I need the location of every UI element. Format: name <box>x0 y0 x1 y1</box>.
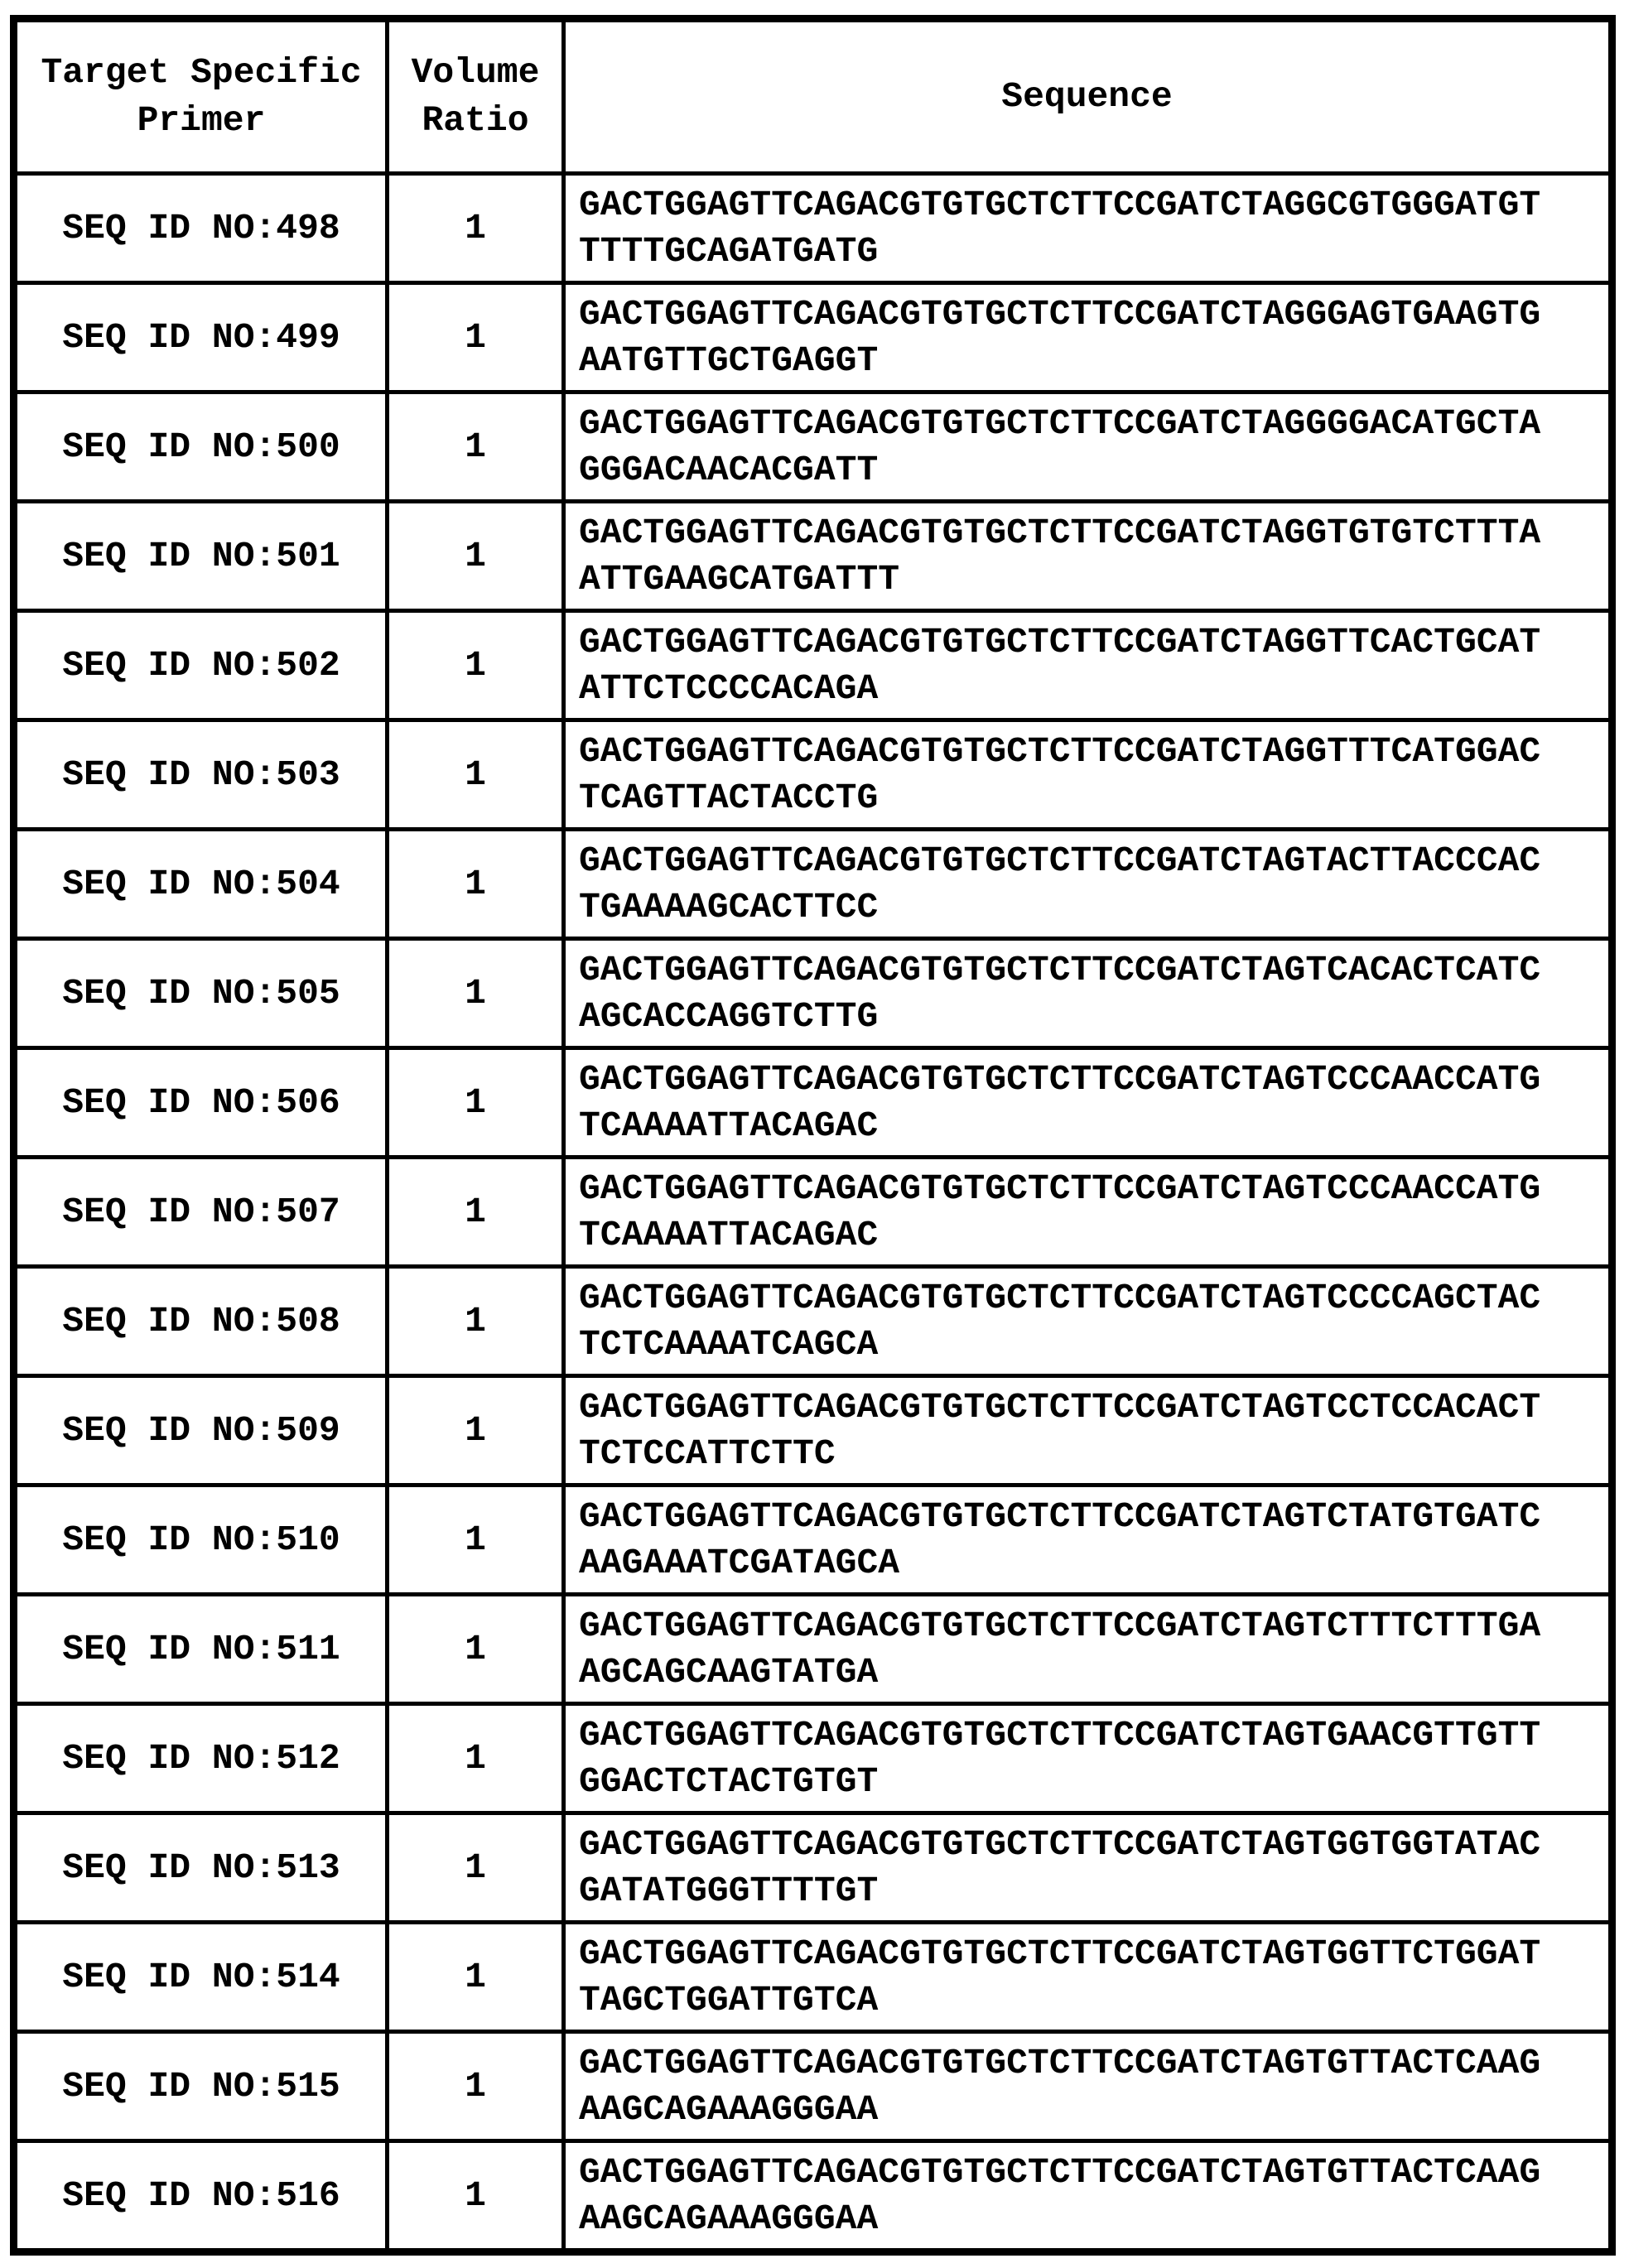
sequence-text: GACTGGAGTTCAGACGTGTGCTCTTCCGATCTAGTCCCAACCATGTCAAAATTACAGAC <box>579 1058 1541 1146</box>
table-row <box>14 1376 1612 1486</box>
table-body <box>14 174 1612 2252</box>
sequence-cell <box>564 830 1612 939</box>
table-row <box>14 1158 1612 1267</box>
table-row <box>14 1923 1612 2032</box>
volume-ratio-cell: 1 <box>388 283 564 392</box>
table-row <box>14 1048 1612 1158</box>
sequence-cell <box>564 502 1612 611</box>
seq-id-cell: SEQ ID NO:506 <box>14 1048 388 1158</box>
volume-ratio-cell: 1 <box>388 392 564 502</box>
sequence-cell <box>564 1376 1612 1486</box>
seq-id-cell: SEQ ID NO:513 <box>14 1813 388 1923</box>
header-sequence: Sequence <box>564 19 1612 174</box>
sequence-cell <box>564 174 1612 283</box>
sequence-cell <box>564 1158 1612 1267</box>
sequence-text: GACTGGAGTTCAGACGTGTGCTCTTCCGATCTAGTGTTACTCAAGAAGCAGAAAGGGAA <box>579 2151 1541 2239</box>
volume-ratio-cell: 1 <box>388 2032 564 2141</box>
table-row <box>14 174 1612 283</box>
sequence-text: GACTGGAGTTCAGACGTGTGCTCTTCCGATCTAGGCGTGGGATGTTTTTGCAGATGATG <box>579 184 1541 272</box>
sequence-text: GACTGGAGTTCAGACGTGTGCTCTTCCGATCTAGTCCCAACCATGTCAAAATTACAGAC <box>579 1168 1541 1255</box>
seq-id-cell: SEQ ID NO:504 <box>14 830 388 939</box>
table-row <box>14 1704 1612 1813</box>
table-row <box>14 939 1612 1048</box>
sequence-cell <box>564 283 1612 392</box>
sequence-cell <box>564 1267 1612 1376</box>
sequence-text: GACTGGAGTTCAGACGTGTGCTCTTCCGATCTAGGGGACATGCTAGGGACAACACGATT <box>579 402 1541 490</box>
seq-id-cell: SEQ ID NO:515 <box>14 2032 388 2141</box>
sequence-cell <box>564 1704 1612 1813</box>
sequence-text: GACTGGAGTTCAGACGTGTGCTCTTCCGATCTAGTCCTCCACACTTCTCCATTCTTC <box>579 1386 1541 1474</box>
header-target-specific-primer: Target Specific Primer <box>14 19 388 174</box>
volume-ratio-cell: 1 <box>388 1923 564 2032</box>
seq-id-cell: SEQ ID NO:500 <box>14 392 388 502</box>
table-row <box>14 2032 1612 2141</box>
sequence-cell <box>564 1486 1612 1595</box>
sequence-cell <box>564 939 1612 1048</box>
table-row <box>14 720 1612 830</box>
volume-ratio-cell: 1 <box>388 611 564 720</box>
seq-id-cell: SEQ ID NO:499 <box>14 283 388 392</box>
table-row <box>14 830 1612 939</box>
sequence-cell <box>564 1923 1612 2032</box>
volume-ratio-cell: 1 <box>388 830 564 939</box>
sequence-text: GACTGGAGTTCAGACGTGTGCTCTTCCGATCTAGGTTTCATGGACTCAGTTACTACCTG <box>579 730 1541 818</box>
table-row <box>14 2141 1612 2252</box>
sequence-text: GACTGGAGTTCAGACGTGTGCTCTTCCGATCTAGTGTTACTCAAGAAGCAGAAAGGGAA <box>579 2042 1541 2130</box>
seq-id-cell: SEQ ID NO:507 <box>14 1158 388 1267</box>
sequence-cell <box>564 1595 1612 1704</box>
volume-ratio-cell: 1 <box>388 1376 564 1486</box>
table-row <box>14 392 1612 502</box>
volume-ratio-cell: 1 <box>388 1595 564 1704</box>
sequence-text: GACTGGAGTTCAGACGTGTGCTCTTCCGATCTAGTACTTACCCACTGAAAAGCACTTCC <box>579 840 1541 927</box>
sequence-text: GACTGGAGTTCAGACGTGTGCTCTTCCGATCTAGGTGTGTCTTTAATTGAAGCATGATTT <box>579 512 1541 600</box>
table-row <box>14 1486 1612 1595</box>
table-row <box>14 611 1612 720</box>
volume-ratio-cell: 1 <box>388 502 564 611</box>
table-row <box>14 283 1612 392</box>
table-row <box>14 1267 1612 1376</box>
volume-ratio-cell: 1 <box>388 939 564 1048</box>
seq-id-cell: SEQ ID NO:516 <box>14 2141 388 2252</box>
seq-id-cell: SEQ ID NO:501 <box>14 502 388 611</box>
sequence-cell <box>564 1048 1612 1158</box>
volume-ratio-cell: 1 <box>388 1704 564 1813</box>
sequence-cell <box>564 2141 1612 2252</box>
seq-id-cell: SEQ ID NO:509 <box>14 1376 388 1486</box>
sequence-cell <box>564 392 1612 502</box>
sequence-text: GACTGGAGTTCAGACGTGTGCTCTTCCGATCTAGGGAGTGAAGTGAATGTTGCTGAGGT <box>579 293 1541 381</box>
table-row <box>14 502 1612 611</box>
sequence-cell <box>564 720 1612 830</box>
volume-ratio-cell: 1 <box>388 174 564 283</box>
table-row <box>14 1595 1612 1704</box>
seq-id-cell: SEQ ID NO:511 <box>14 1595 388 1704</box>
volume-ratio-cell: 1 <box>388 1158 564 1267</box>
sequence-text: GACTGGAGTTCAGACGTGTGCTCTTCCGATCTAGTGGTGGTATACGATATGGGTTTTGT <box>579 1823 1541 1911</box>
volume-ratio-cell: 1 <box>388 1486 564 1595</box>
seq-id-cell: SEQ ID NO:508 <box>14 1267 388 1376</box>
sequence-text: GACTGGAGTTCAGACGTGTGCTCTTCCGATCTAGGTTCACTGCATATTCTCCCCACAGA <box>579 621 1541 709</box>
volume-ratio-cell: 1 <box>388 1048 564 1158</box>
sequence-text: GACTGGAGTTCAGACGTGTGCTCTTCCGATCTAGTGAACGTTGTTGGACTCTACTGTGT <box>579 1714 1541 1802</box>
sequence-cell <box>564 1813 1612 1923</box>
header-volume-ratio: Volume Ratio <box>388 19 564 174</box>
volume-ratio-cell: 1 <box>388 720 564 830</box>
seq-id-cell: SEQ ID NO:512 <box>14 1704 388 1813</box>
seq-id-cell: SEQ ID NO:514 <box>14 1923 388 2032</box>
seq-id-cell: SEQ ID NO:510 <box>14 1486 388 1595</box>
primer-sequence-table <box>10 15 1616 2256</box>
sequence-text: GACTGGAGTTCAGACGTGTGCTCTTCCGATCTAGTCTATGTGATCAAGAAATCGATAGCA <box>579 1495 1541 1583</box>
sequence-cell <box>564 611 1612 720</box>
sequence-text: GACTGGAGTTCAGACGTGTGCTCTTCCGATCTAGTCTTTCTTTGAAGCAGCAAGTATGA <box>579 1605 1541 1693</box>
table-row <box>14 1813 1612 1923</box>
volume-ratio-cell: 1 <box>388 1813 564 1923</box>
header-row <box>14 19 1612 174</box>
seq-id-cell: SEQ ID NO:498 <box>14 174 388 283</box>
sequence-text: GACTGGAGTTCAGACGTGTGCTCTTCCGATCTAGTCACACTCATCAGCACCAGGTCTTG <box>579 949 1541 1037</box>
sequence-text: GACTGGAGTTCAGACGTGTGCTCTTCCGATCTAGTGGTTCTGGATTAGCTGGATTGTCA <box>579 1933 1541 2020</box>
seq-id-cell: SEQ ID NO:502 <box>14 611 388 720</box>
seq-id-cell: SEQ ID NO:505 <box>14 939 388 1048</box>
volume-ratio-cell: 1 <box>388 2141 564 2252</box>
sequence-text: GACTGGAGTTCAGACGTGTGCTCTTCCGATCTAGTCCCCAGCTACTCTCAAAATCAGCA <box>579 1277 1541 1365</box>
sequence-cell <box>564 2032 1612 2141</box>
seq-id-cell: SEQ ID NO:503 <box>14 720 388 830</box>
volume-ratio-cell: 1 <box>388 1267 564 1376</box>
